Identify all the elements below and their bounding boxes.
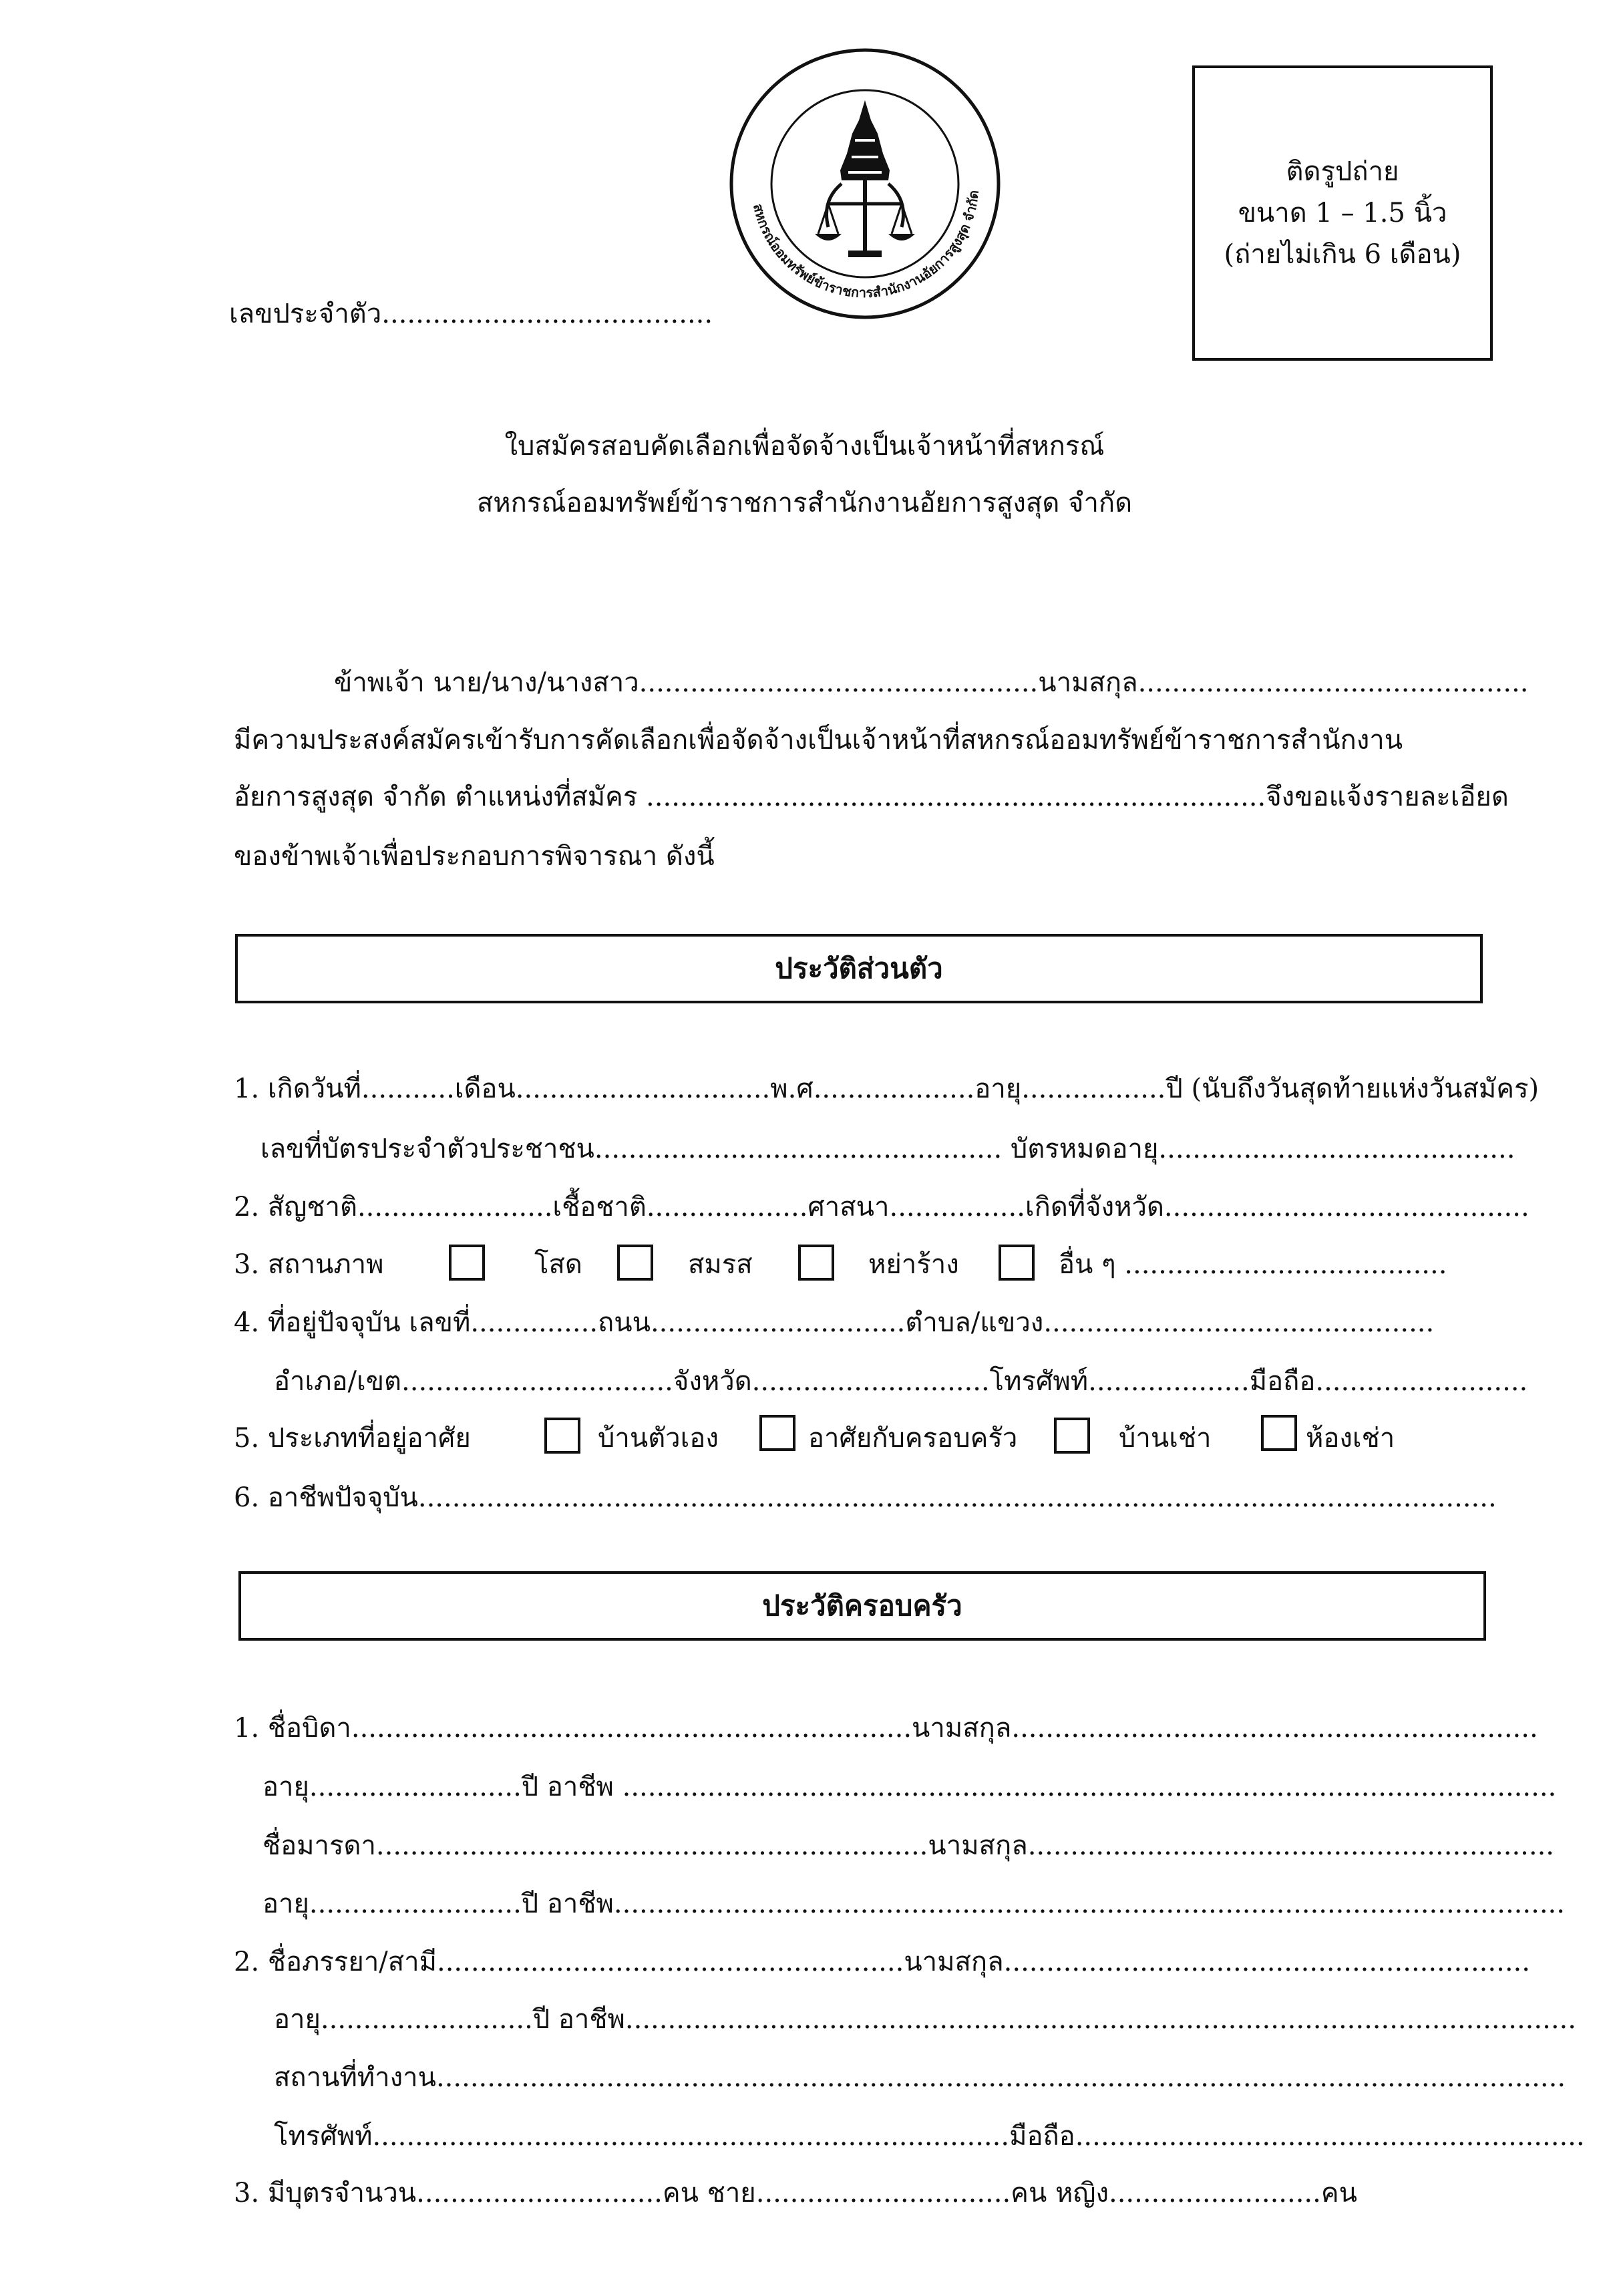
- marital-other-label[interactable]: อื่น ๆ ......................................: [1059, 1249, 1447, 1280]
- marital-divorced-label: หย่าร้าง: [868, 1249, 959, 1280]
- personal-history-heading-text: ประวัติส่วนตัว: [775, 952, 943, 985]
- cooperative-seal-logo: [728, 47, 1002, 321]
- father-name-line[interactable]: 1. ชื่อบิดา..................................................................นามสกุล..............................................................: [234, 1713, 1538, 1744]
- residence-rented-house-checkbox[interactable]: [1054, 1418, 1090, 1454]
- birth-date-line[interactable]: 1. เกิดวันที่...........เดือน..............................พ.ศ...................อายุ.................ปี (นับถึงวันสุดท้ายแห่งวันสมัคร): [234, 1074, 1540, 1104]
- residence-rented-house-label: บ้านเช่า: [1119, 1423, 1212, 1454]
- family-history-heading: [238, 1571, 1486, 1641]
- photo-box-line-2: ขนาด 1 – 1.5 นิ้ว: [1238, 198, 1447, 228]
- marital-married-label: สมรส: [688, 1249, 753, 1280]
- marital-single-label: โสด: [534, 1249, 582, 1280]
- residence-rented-room-label: ห้องเช่า: [1306, 1423, 1395, 1454]
- children-count-line[interactable]: 3. มีบุตรจำนวน.............................คน ชาย..............................คน หญิง.........................คน: [234, 2178, 1357, 2208]
- form-title: ใบสมัครสอบคัดเลือกเพื่อจัดจ้างเป็นเจ้าหน้าที่สหกรณ์: [504, 431, 1105, 462]
- intro-line-4: ของข้าพเจ้าเพื่อประกอบการพิจารณา ดังนี้: [234, 841, 715, 872]
- mother-name-line[interactable]: ชื่อมารดา.................................................................นามสกุล..............................................................: [262, 1830, 1555, 1861]
- position-applied-line[interactable]: อัยการสูงสุด จำกัด ตำแหน่งที่สมัคร .........................................................................จึงขอแจ้งรายละเอียด: [234, 782, 1509, 812]
- marital-single-checkbox[interactable]: [449, 1245, 485, 1281]
- spouse-phone-line[interactable]: โทรศัพท์...........................................................................มือถือ............................................................: [274, 2121, 1585, 2152]
- form-subtitle: สหกรณ์ออมทรัพย์ข้าราชการสำนักงานอัยการสูงสุด จำกัด: [476, 488, 1133, 518]
- photo-attachment-box: [1192, 65, 1493, 361]
- district-province-line[interactable]: อำเภอ/เขต................................จังหวัด............................โทรศัพท์...................มือถือ.........................: [274, 1366, 1528, 1397]
- spouse-age-line[interactable]: อายุ.........................ปี อาชีพ................................................................................................................: [274, 2004, 1576, 2035]
- id-number-field[interactable]: เลขประจำตัว.......................................: [229, 299, 713, 329]
- spouse-workplace-line[interactable]: สถานที่ทำงาน.....................................................................................................................................: [274, 2062, 1566, 2093]
- residence-own-house-checkbox[interactable]: [544, 1418, 580, 1454]
- residence-with-family-label: อาศัยกับครอบครัว: [808, 1423, 1018, 1454]
- svg-text:สหกรณ์ออมทรัพย์ข้าราชการสำนักง: สหกรณ์ออมทรัพย์ข้าราชการสำนักงานอัยการสูงสุด จำกัด: [750, 189, 982, 301]
- family-history-heading-text: ประวัติครอบครัว: [762, 1589, 962, 1622]
- national-id-line[interactable]: เลขที่บัตรประจำตัวประชาชน................................................ บัตรหมดอายุ..........................................: [260, 1134, 1515, 1164]
- residence-type-label: 5. ประเภทที่อยู่อาศัย: [234, 1423, 471, 1454]
- photo-box-line-1: ติดรูปถ่าย: [1286, 156, 1399, 187]
- residence-with-family-checkbox[interactable]: [759, 1415, 795, 1451]
- marital-status-label: 3. สถานภาพ: [234, 1249, 384, 1280]
- residence-own-house-label: บ้านตัวเอง: [598, 1423, 719, 1454]
- residence-rented-room-checkbox[interactable]: [1261, 1415, 1297, 1451]
- nationality-line[interactable]: 2. สัญชาติ.......................เชื้อชาติ...................ศาสนา................เกิดที่จังหวัด...........................................: [234, 1192, 1530, 1222]
- father-age-line[interactable]: อายุ.........................ปี อาชีพ ..............................................................................................................: [262, 1772, 1557, 1802]
- marital-divorced-checkbox[interactable]: [798, 1245, 834, 1281]
- personal-history-heading: [235, 934, 1483, 1003]
- mother-age-line[interactable]: อายุ.........................ปี อาชีพ................................................................................................................: [262, 1889, 1565, 1919]
- intro-line-2: มีความประสงค์สมัครเข้ารับการคัดเลือกเพื่อจัดจ้างเป็นเจ้าหน้าที่สหกรณ์ออมทรัพย์ข้าราชการสำนักงาน: [234, 725, 1403, 756]
- photo-box-line-3: (ถ่ายไม่เกิน 6 เดือน): [1224, 239, 1461, 270]
- occupation-line[interactable]: 6. อาชีพปัจจุบัน...............................................................................................................................: [234, 1482, 1497, 1513]
- marital-married-checkbox[interactable]: [617, 1245, 653, 1281]
- applicant-name-line[interactable]: ข้าพเจ้า นาย/นาง/นางสาว...............................................นามสกุล..............................................: [334, 667, 1529, 698]
- spouse-name-line[interactable]: 2. ชื่อภรรยา/สามี.......................................................นามสกุล..............................................................: [234, 1947, 1530, 1977]
- current-address-line[interactable]: 4. ที่อยู่ปัจจุบัน เลขที่...............ถนน..............................ตำบล/แขวง..............................................: [234, 1307, 1435, 1338]
- marital-other-checkbox[interactable]: [999, 1245, 1035, 1281]
